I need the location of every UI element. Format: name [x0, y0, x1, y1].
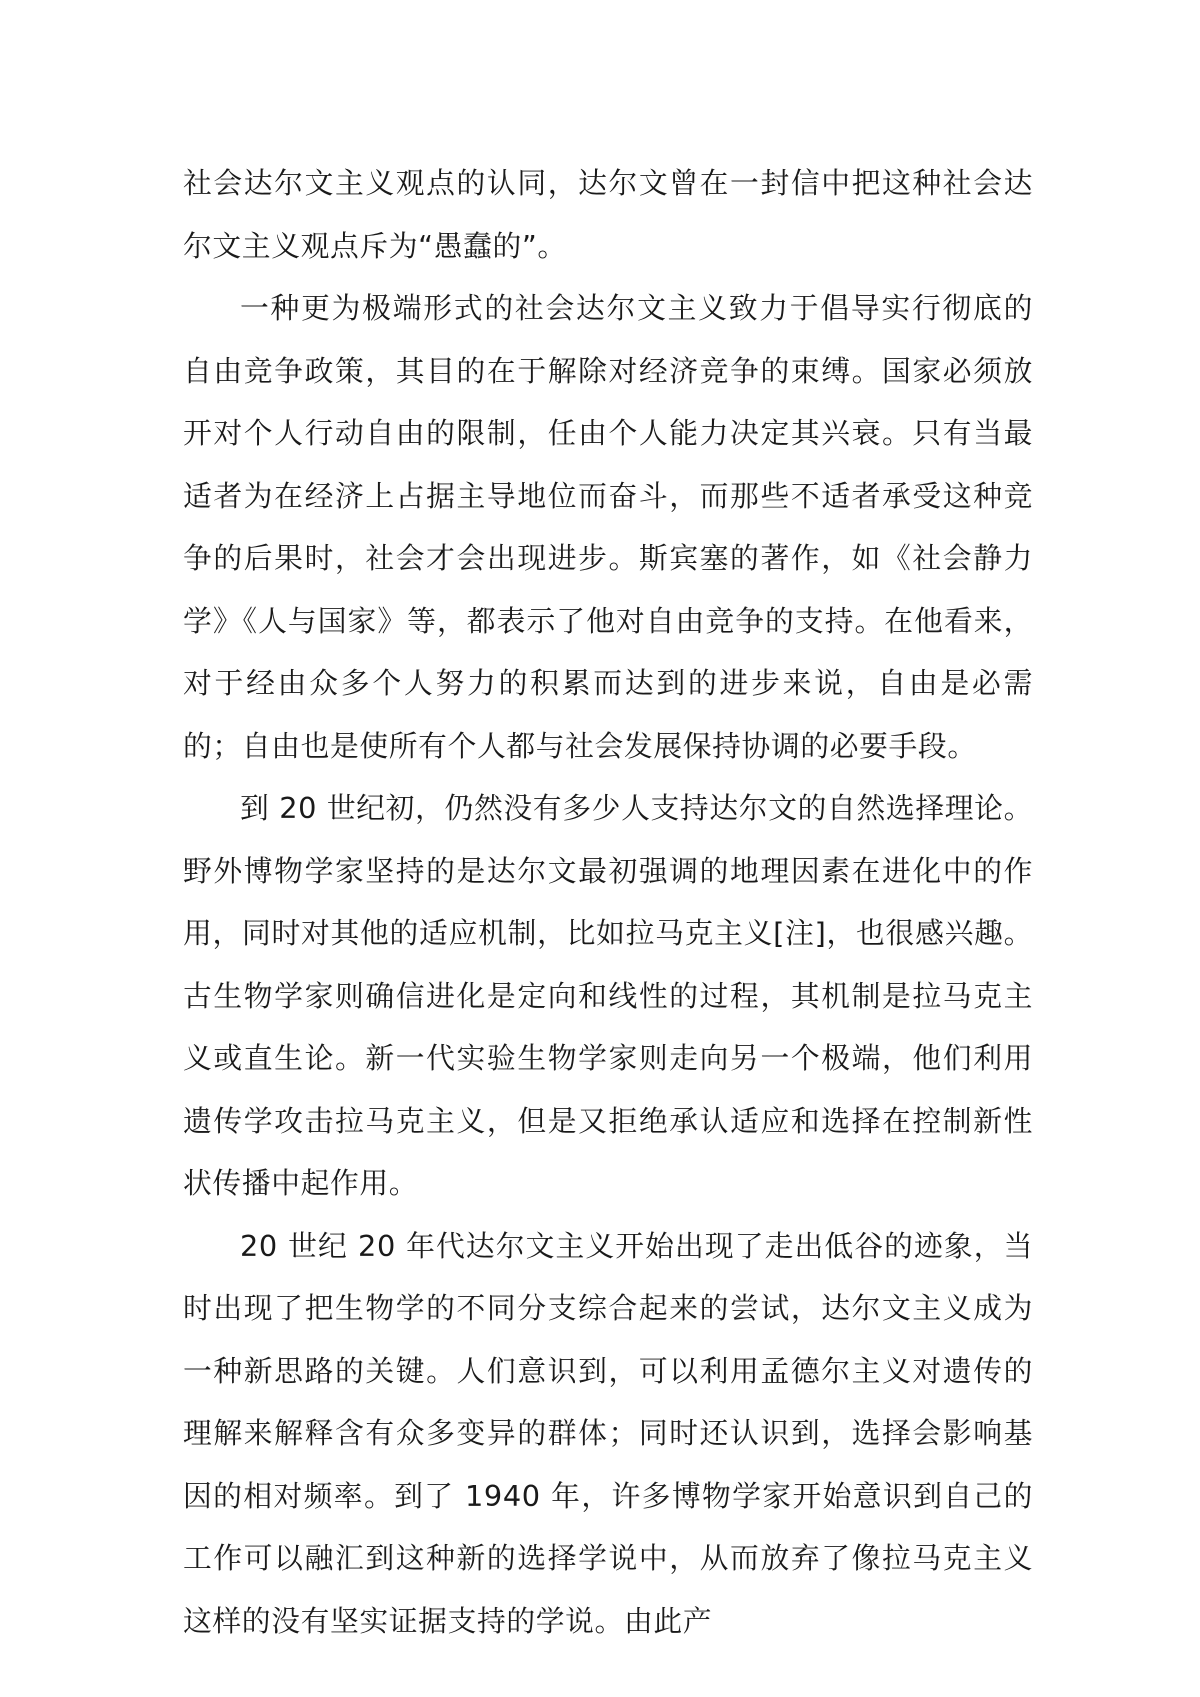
paragraph-extreme-social-darwinism: 一种更为极端形式的社会达尔文主义致力于倡导实行彻底的自由竞争政策，其目的在于解除对经济竞争的束缚。国家必须放开对个人行动自由的限制，任由个人能力决定其兴衰。只有当最适者为在经济上占据主导地位而奋斗，而那些不适者承受这种竞争的后果时，社会才会出现进步。斯宾塞的著作，如《社会静力学》《人与国家》等，都表示了他对自由竞争的支持。在他看来，对于经由众多个人努力的积累而达到的进步来说，自由是必需的；自由也是使所有个人都与社会发展保持协调的必要手段。	[183, 291, 1033, 763]
paragraph-continuation: 社会达尔文主义观点的认同，达尔文曾在一封信中把这种社会达尔文主义观点斥为“愚蠢的”。	[183, 166, 1033, 263]
paragraph-early-20th-century: 到 20 世纪初，仍然没有多少人支持达尔文的自然选择理论。野外博物学家坚持的是达尔文最初强调的地理因素在进化中的作用，同时对其他的适应机制，比如拉马克主义[注]，也很感兴趣。古生物学家则确信进化是定向和线性的过程，其机制是拉马克主义或直生论。新一代实验生物学家则走向另一个极端，他们利用遗传学攻击拉马克主义，但是又拒绝承认适应和选择在控制新性状传播中起作用。	[183, 791, 1033, 1200]
paragraph-1920s-revival: 20 世纪 20 年代达尔文主义开始出现了走出低谷的迹象，当时出现了把生物学的不同分支综合起来的尝试，达尔文主义成为一种新思路的关键。人们意识到，可以利用孟德尔主义对遗传的理解来解释含有众多变异的群体；同时还认识到，选择会影响基因的相对频率。到了 1940 年，许多博物学家开始意识到自己的工作可以融汇到这种新的选择学说中，从而放弃了像拉马克主义这样的没有坚实证据支持的学说。由此产	[183, 1228, 1033, 1638]
document-body	[183, 152, 1033, 1652]
